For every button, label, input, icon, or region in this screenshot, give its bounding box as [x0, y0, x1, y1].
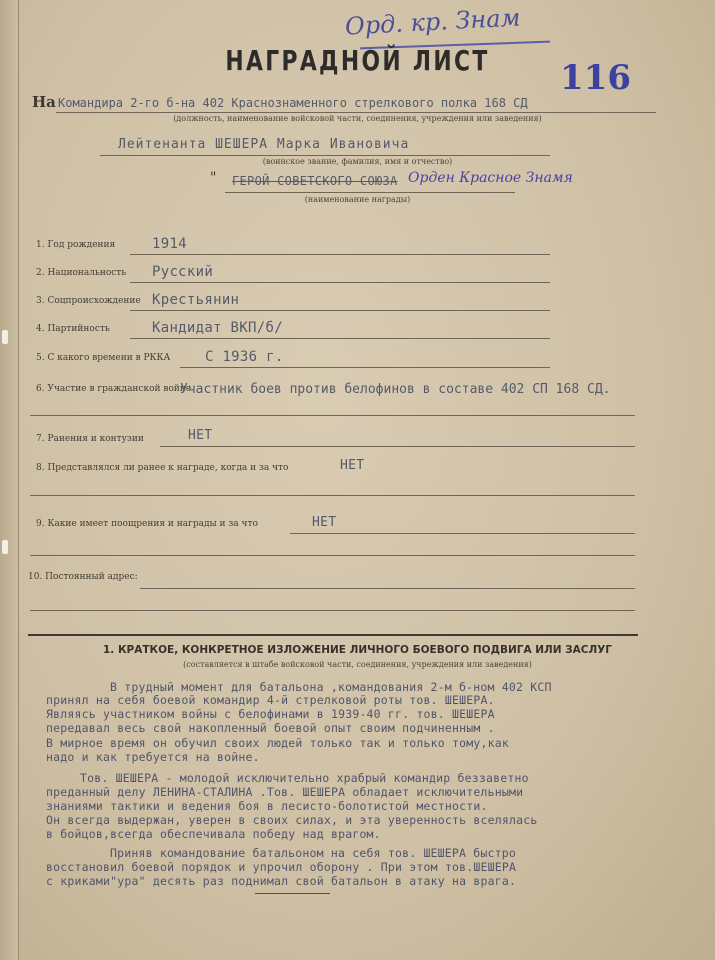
punch-hole	[2, 540, 8, 554]
document-title: НАГРАДНОЙ ЛИСТ	[225, 44, 490, 77]
rule	[130, 254, 550, 255]
narrative-line: восстановил боевой порядок и упрочил оборону . При этом тов.ШЕШЕРА	[46, 860, 517, 874]
narrative-line: надо и как требуется на войне.	[46, 750, 260, 764]
narrative-line: преданный делу ЛЕНИНА-СТАЛИНА .Тов. ШЕШЕРА обладает исключительными	[46, 785, 524, 799]
field-label-civil-war: 6. Участие в гражданской войне	[36, 384, 192, 394]
field-value-prior-awards: НЕТ	[340, 458, 365, 473]
narrative-line: Тов. ШЕШЕРА - молодой исключительно храбрый командир беззаветно	[80, 771, 529, 785]
field-label-address: 10. Постоянный адрес:	[28, 572, 138, 582]
rule	[130, 310, 550, 311]
section-rule	[28, 634, 638, 636]
na-label: На	[32, 93, 56, 111]
rule	[140, 588, 635, 589]
rule	[225, 192, 515, 193]
narrative-line: знаниями тактики и ведения боя в лесисто-болотистой местности.	[46, 799, 488, 813]
handwritten-top-note: Орд. кр. Знам	[344, 3, 522, 41]
rule	[30, 415, 635, 416]
field-value-nationality: Русский	[152, 264, 214, 280]
section-title: 1. КРАТКОЕ, КОНКРЕТНОЕ ИЗЛОЖЕНИЕ ЛИЧНОГО БОЕВОГО ПОДВИГА ИЛИ ЗАСЛУГ	[103, 644, 612, 656]
punch-hole	[2, 330, 8, 344]
narrative-line: В трудный момент для батальона ,командования 2-м б-ном 402 КСП	[110, 680, 552, 694]
section-caption: (составляется в штабе войсковой части, соединения, учреждения или заведения)	[183, 660, 532, 669]
field-label-nationality: 2. Национальность	[36, 268, 127, 278]
field-label-party: 4. Партийность	[36, 324, 110, 334]
field-label-birth-year: 1. Год рождения	[36, 240, 116, 250]
field-value-party: Кандидат ВКП/б/	[152, 320, 283, 336]
left-margin-strip	[0, 0, 18, 960]
narrative-line: В мирное время он обучил своих людей только так и только тому,как	[46, 736, 510, 750]
narrative-line: принял на себя боевой командир 4-й стрелковой роты тов. ШЕШЕРА.	[46, 693, 495, 707]
rule	[30, 495, 635, 496]
narrative-line: с криками"ура" десять раз поднимал свой батальон в атаку на врага.	[46, 874, 517, 888]
handwritten-award: Орден Красное Знамя	[408, 170, 573, 186]
name-caption: (воинское звание, фамилия, имя и отчество)	[262, 157, 453, 166]
narrative-line: в бойцов,всегда обеспечивала победу над врагом.	[46, 827, 381, 841]
field-label-social-origin: 3. Соцпроисхождение	[36, 296, 141, 306]
field-value-civil-war: Участник боев против белофинов в составе 402 СП 168 СД.	[180, 382, 611, 397]
margin-line	[18, 0, 19, 960]
rule	[100, 155, 550, 156]
quote-mark: "	[210, 170, 217, 186]
narrative-line: Приняв командование батальоном на себя тов. ШЕШЕРА быстро	[110, 846, 517, 860]
rule	[130, 282, 550, 283]
rule	[290, 533, 635, 534]
rule	[180, 367, 550, 368]
rule	[30, 610, 635, 611]
field-value-birth-year: 1914	[152, 236, 187, 252]
field-value-commendations: НЕТ	[312, 515, 337, 530]
rule	[130, 338, 550, 339]
position-value: Командира 2-го б-на 402 Краснознаменного стрелкового полка 168 СД	[58, 96, 528, 110]
award-typed-struck: ГЕРОЙ СОВЕТСКОГО СОЮЗА	[232, 174, 398, 188]
pencil-underline	[255, 893, 330, 894]
narrative-line: Он всегда выдержан, уверен в своих силах, и эта уверенность вселялась	[46, 813, 538, 827]
field-label-army-since: 5. С какого времени в РККА	[36, 353, 171, 363]
rule	[30, 555, 635, 556]
field-value-wounds: НЕТ	[188, 428, 213, 443]
field-label-wounds: 7. Ранения и контузии	[36, 434, 144, 444]
award-caption: (наименование награды)	[304, 195, 411, 204]
field-label-commendations: 9. Какие имеет поощрения и награды и за что	[36, 519, 258, 529]
field-label-prior-awards: 8. Представлялся ли ранее к награде, когда и за что	[36, 463, 289, 473]
position-caption: (должность, наименование войсковой части, соединения, учреждения или заведения)	[173, 114, 542, 123]
rule	[160, 446, 635, 447]
rule	[56, 112, 656, 113]
narrative-line: Являясь участником войны с белофинами в 1939-40 гг. тов. ШЕШЕРА	[46, 707, 495, 721]
field-value-army-since: С 1936 г.	[205, 349, 284, 365]
narrative-line: передавал весь свой накопленный боевой опыт своим подчиненным .	[46, 721, 495, 735]
field-value-social-origin: Крестьянин	[152, 292, 240, 308]
name-value: Лейтенанта ШЕШЕРА Марка Ивановича	[118, 137, 410, 152]
handwritten-number: 116	[560, 58, 631, 98]
